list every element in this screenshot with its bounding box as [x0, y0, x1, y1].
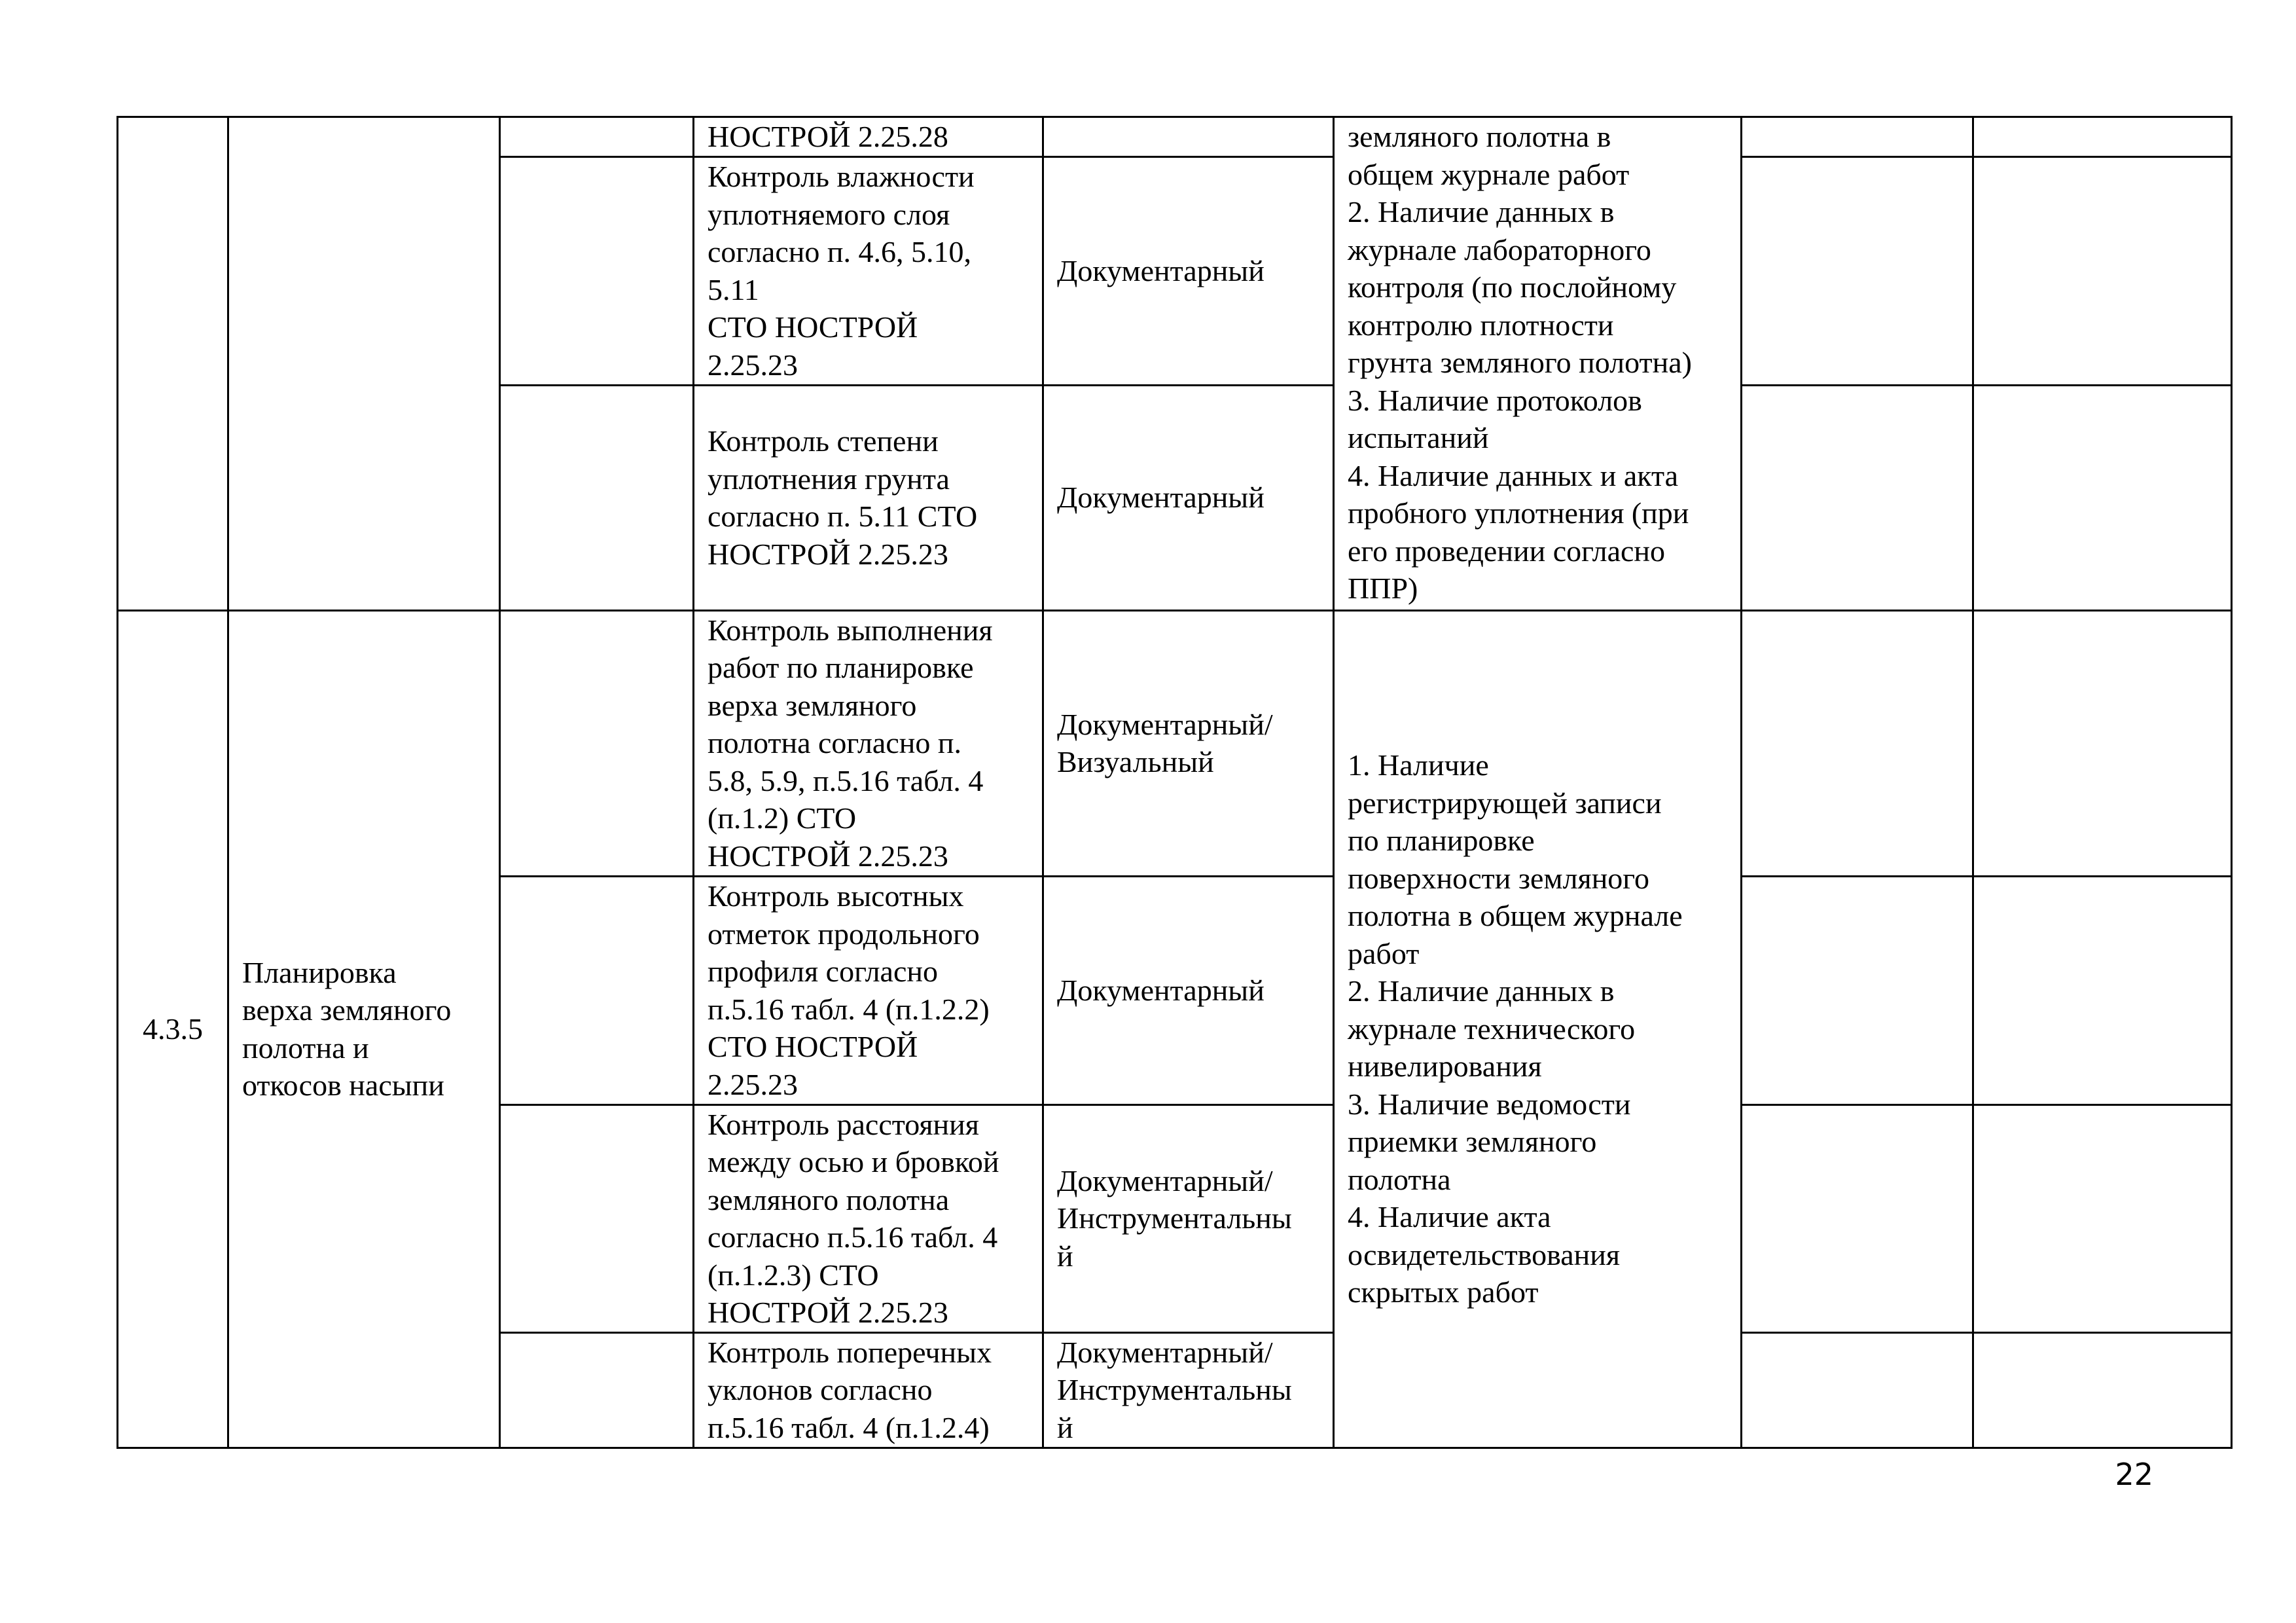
control-cell: Контроль влажности уплотняемого слоя согласно п. 4.6, 5.10, 5.11 СТО НОСТРОЙ 2.25.23: [694, 156, 1043, 385]
empty-cell: [1742, 156, 1973, 385]
empty-cell: [1973, 156, 2232, 385]
method-cell: Документарный: [1043, 385, 1334, 610]
table-row: [118, 117, 2232, 157]
control-cell: Контроль степени уплотнения грунта согласно п. 5.11 СТО НОСТРОЙ 2.25.23: [694, 385, 1043, 610]
empty-cell: [1742, 876, 1973, 1104]
section-number: 4.3.5: [118, 610, 228, 1448]
item-number-cell: [118, 117, 228, 611]
empty-cell: [500, 876, 694, 1104]
control-cell: Контроль высотных отметок продольного профиля согласно п.5.16 табл. 4 (п.1.2.2) СТО НОСТРОЙ 2.25.23: [694, 876, 1043, 1104]
empty-cell: [1973, 876, 2232, 1104]
table-row: [118, 610, 2232, 876]
empty-cell: [1973, 1332, 2232, 1448]
empty-cell: [1742, 385, 1973, 610]
control-cell: НОСТРОЙ 2.25.28: [694, 117, 1043, 157]
empty-cell: [500, 610, 694, 876]
empty-cell: [500, 117, 694, 157]
empty-cell: [1973, 385, 2232, 610]
control-cell: Контроль выполнения работ по планировке верха земляного полотна согласно п. 5.8, 5.9, п.5.16 табл. 4 (п.1.2) СТО НОСТРОЙ 2.25.23: [694, 610, 1043, 876]
work-name-cell: [228, 117, 500, 611]
method-cell: Документарный/ Инструментальны й: [1043, 1332, 1334, 1448]
page-number: 22: [2115, 1457, 2153, 1492]
method-cell: Документарный/ Визуальный: [1043, 610, 1334, 876]
method-cell: Документарный/ Инструментальны й: [1043, 1104, 1334, 1332]
record-cell: 1. Наличие регистрирующей записи по планировке поверхности земляного полотна в общем журнале работ 2. Наличие данных в журнале технического нивелирования 3. Наличие ведомости приемки земляного полотна 4. Наличие акта освидетельствования скрытых работ: [1334, 610, 1742, 1448]
control-cell: Контроль расстояния между осью и бровкой земляного полотна согласно п.5.16 табл. 4 (п.1.2.3) СТО НОСТРОЙ 2.25.23: [694, 1104, 1043, 1332]
method-cell: Документарный: [1043, 876, 1334, 1104]
method-cell: Документарный: [1043, 156, 1334, 385]
empty-cell: [1742, 1332, 1973, 1448]
empty-cell: [500, 1104, 694, 1332]
empty-cell: [1742, 117, 1973, 157]
empty-cell: [500, 156, 694, 385]
method-cell: [1043, 117, 1334, 157]
empty-cell: [500, 385, 694, 610]
section-title: Планировка верха земляного полотна и откосов насыпи: [228, 610, 500, 1448]
empty-cell: [1973, 117, 2232, 157]
empty-cell: [1742, 610, 1973, 876]
empty-cell: [1973, 610, 2232, 876]
record-cell: земляного полотна в общем журнале работ 2. Наличие данных в журнале лабораторного контроля (по послойному контролю плотности грунта земляного полотна) 3. Наличие протоколов испытаний 4. Наличие данных и акта пробного уплотнения (при его проведении согласно ППР): [1334, 117, 1742, 611]
empty-cell: [500, 1332, 694, 1448]
empty-cell: [1742, 1104, 1973, 1332]
inspection-table: [117, 116, 2233, 1449]
empty-cell: [1973, 1104, 2232, 1332]
control-cell: Контроль поперечных уклонов согласно п.5.16 табл. 4 (п.1.2.4): [694, 1332, 1043, 1448]
